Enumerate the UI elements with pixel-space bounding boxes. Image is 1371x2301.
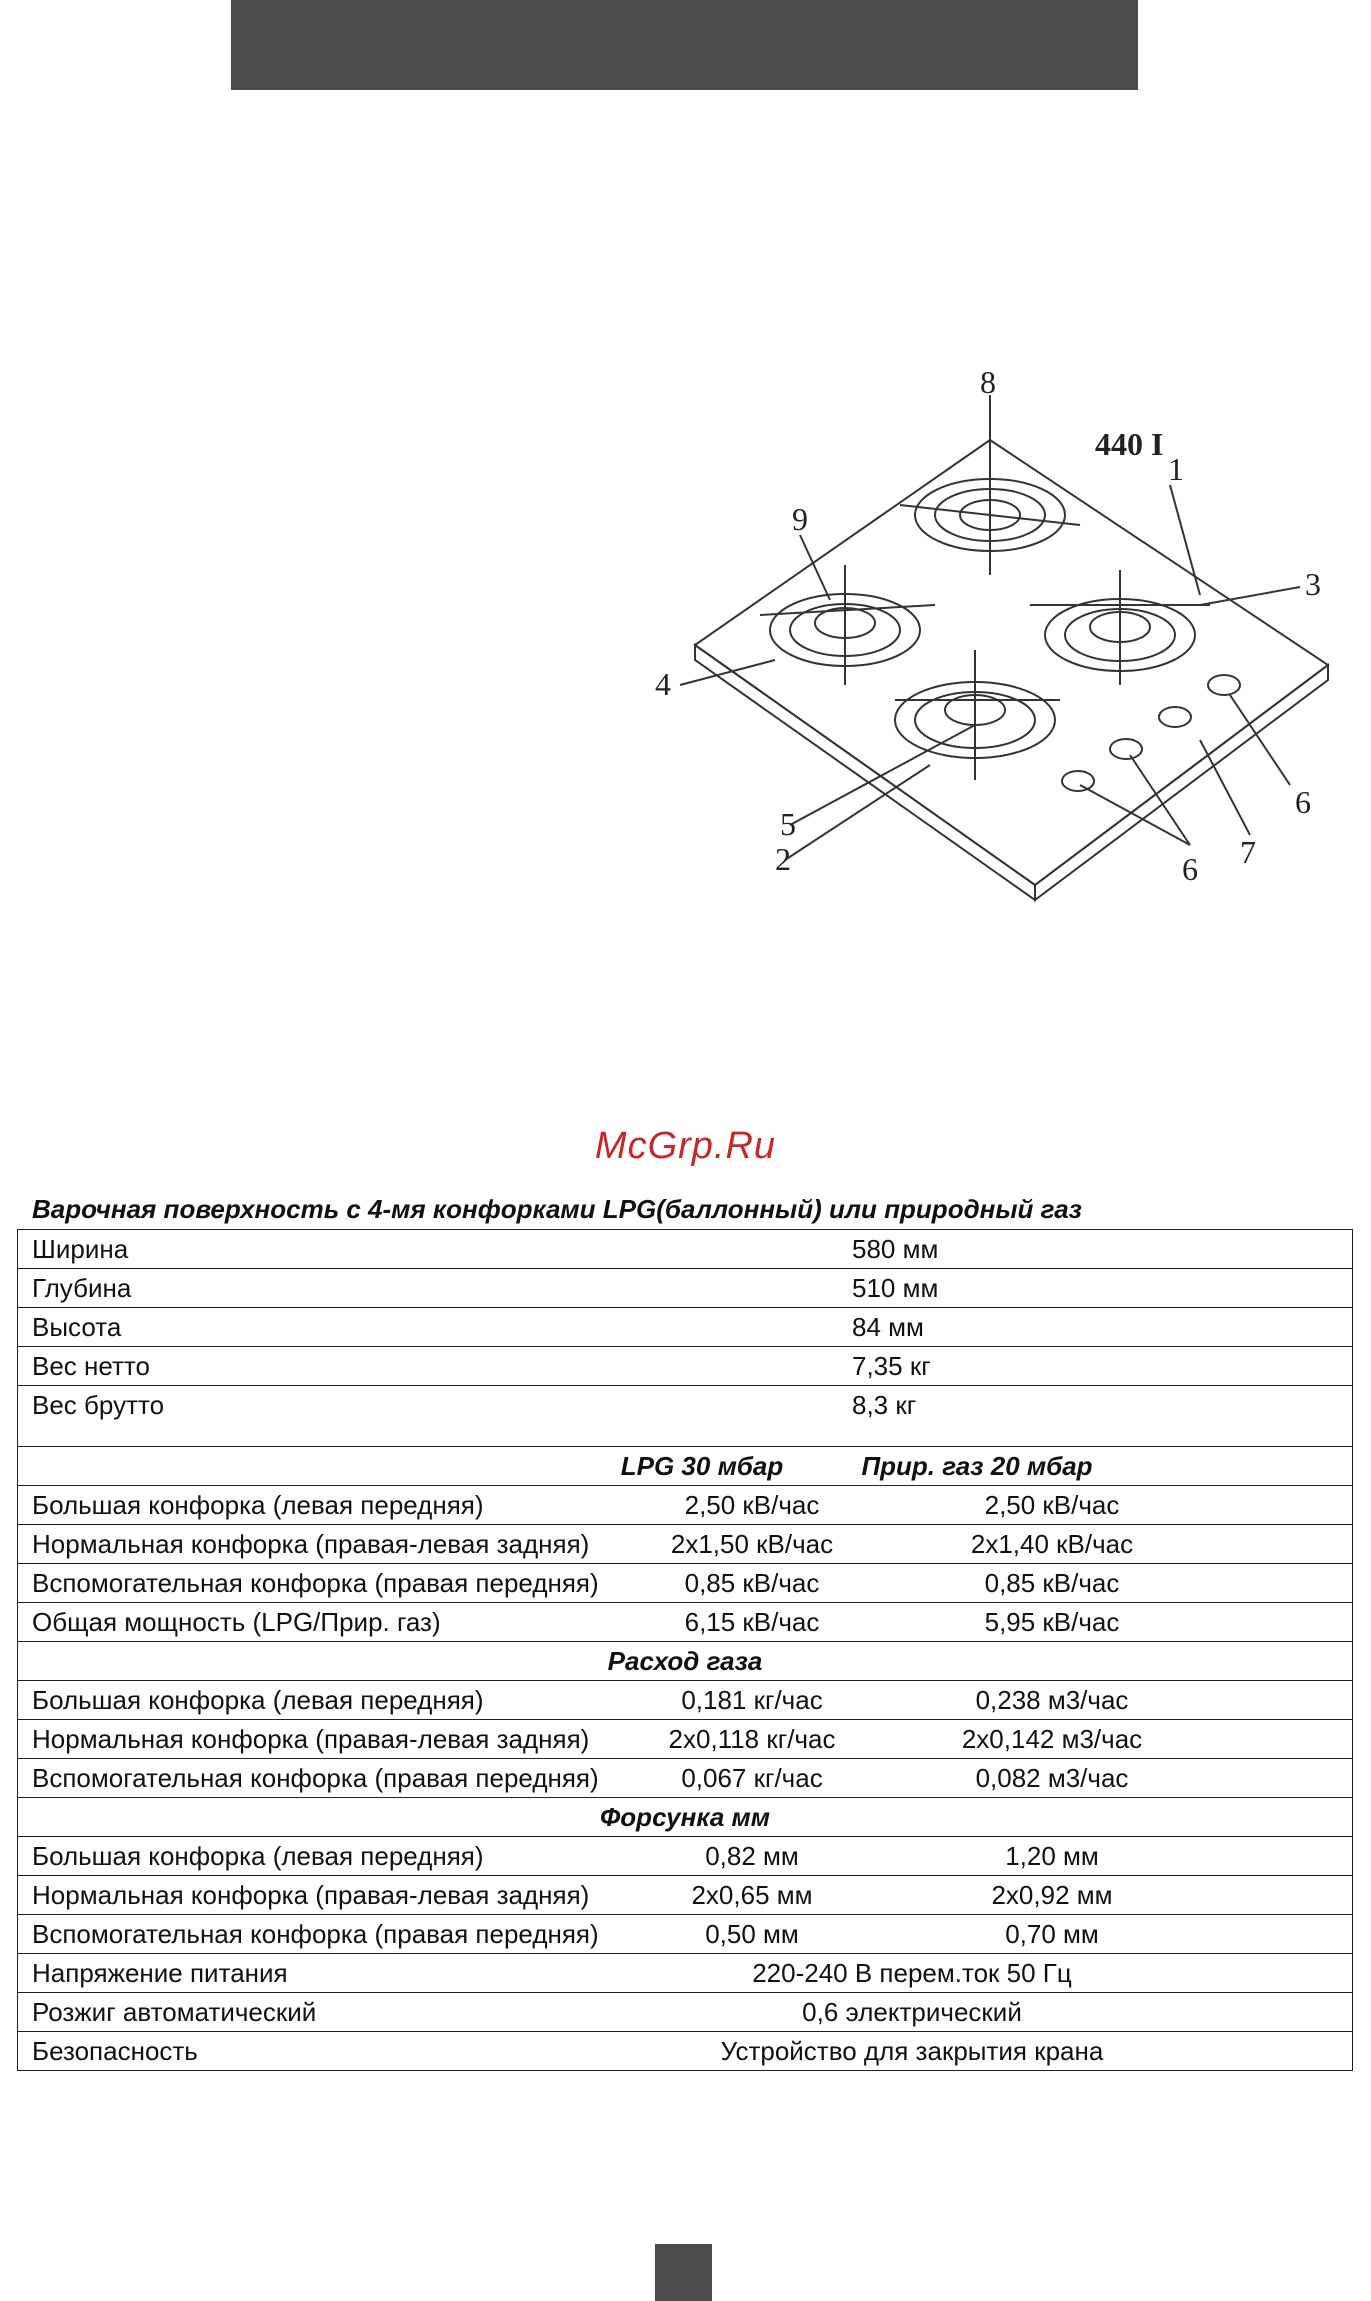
- table-row: Нормальная конфорка (правая-левая задняя) 2x0,118 кг/час 2x0,142 м3/час: [18, 1720, 1353, 1759]
- table-row: Большая конфорка (левая передняя) 0,82 мм 1,20 мм: [18, 1837, 1353, 1876]
- table-row: Нормальная конфорка (правая-левая задняя) 2x0,65 мм 2x0,92 мм: [18, 1876, 1353, 1915]
- table-row: Вспомогательная конфорка (правая передняя) 0,85 кВ/час 0,85 кВ/час: [18, 1564, 1353, 1603]
- callout-5: 5: [780, 806, 796, 842]
- spec-table: [17, 1229, 1353, 2071]
- gas-header-row: LPG 30 мбар Прир. газ 20 мбар: [18, 1447, 1353, 1486]
- callout-3: 3: [1305, 566, 1321, 602]
- callout-1: 1: [1168, 451, 1184, 487]
- table-row: Нормальная конфорка (правая-левая задняя) 2x1,50 кВ/час 2x1,40 кВ/час: [18, 1525, 1353, 1564]
- table-row: Напряжение питания 220-240 В перем.ток 50 Гц: [18, 1954, 1353, 1993]
- burner-front: [895, 650, 1060, 780]
- callout-4: 4: [655, 666, 671, 702]
- table-row: Высота 84 мм: [18, 1308, 1353, 1347]
- callout-7: 7: [1240, 834, 1256, 870]
- callout-6a: 6: [1295, 784, 1311, 820]
- table-row: Безопасность Устройство для закрытия крана: [18, 2032, 1353, 2071]
- spec-title: Варочная поверхность с 4-мя конфорками LPG(баллонный) или природный газ: [32, 1194, 1082, 1224]
- hob-illustration: [600, 365, 1340, 925]
- table-row: Вспомогательная конфорка (правая передняя) 0,067 кг/час 0,082 м3/час: [18, 1759, 1353, 1798]
- table-row: Большая конфорка (левая передняя) 0,181 кг/час 0,238 м3/час: [18, 1681, 1353, 1720]
- hob-diagram: [600, 365, 1340, 925]
- table-row: Большая конфорка (левая передняя) 2,50 кВ/час 2,50 кВ/час: [18, 1486, 1353, 1525]
- page-tab: [655, 2244, 712, 2301]
- table-row: Общая мощность (LPG/Прир. газ) 6,15 кВ/час 5,95 кВ/час: [18, 1603, 1353, 1642]
- nozzle-header-row: Форсунка мм: [18, 1798, 1353, 1837]
- table-row: Вес брутто 8,3 кг: [18, 1386, 1353, 1447]
- consumption-header-row: Расход газа: [18, 1642, 1353, 1681]
- callout-2: 2: [775, 841, 791, 877]
- burner-right: [1030, 570, 1210, 685]
- header-bar: [231, 0, 1138, 90]
- table-row: Вспомогательная конфорка (правая передняя) 0,50 мм 0,70 мм: [18, 1915, 1353, 1954]
- table-row: Розжиг автоматический 0,6 электрический: [18, 1993, 1353, 2032]
- watermark: McGrp.Ru: [594, 1125, 777, 1167]
- callout-8: 8: [980, 365, 996, 400]
- burner-rear: [900, 460, 1080, 575]
- table-row: Вес нетто 7,35 кг: [18, 1347, 1353, 1386]
- table-row: Глубина 510 мм: [18, 1269, 1353, 1308]
- callout-9: 9: [792, 501, 808, 537]
- model-label: 440 I: [1095, 426, 1164, 462]
- table-row: Ширина 580 мм: [18, 1230, 1353, 1269]
- burner-left: [760, 565, 935, 685]
- callout-6b: 6: [1182, 851, 1198, 887]
